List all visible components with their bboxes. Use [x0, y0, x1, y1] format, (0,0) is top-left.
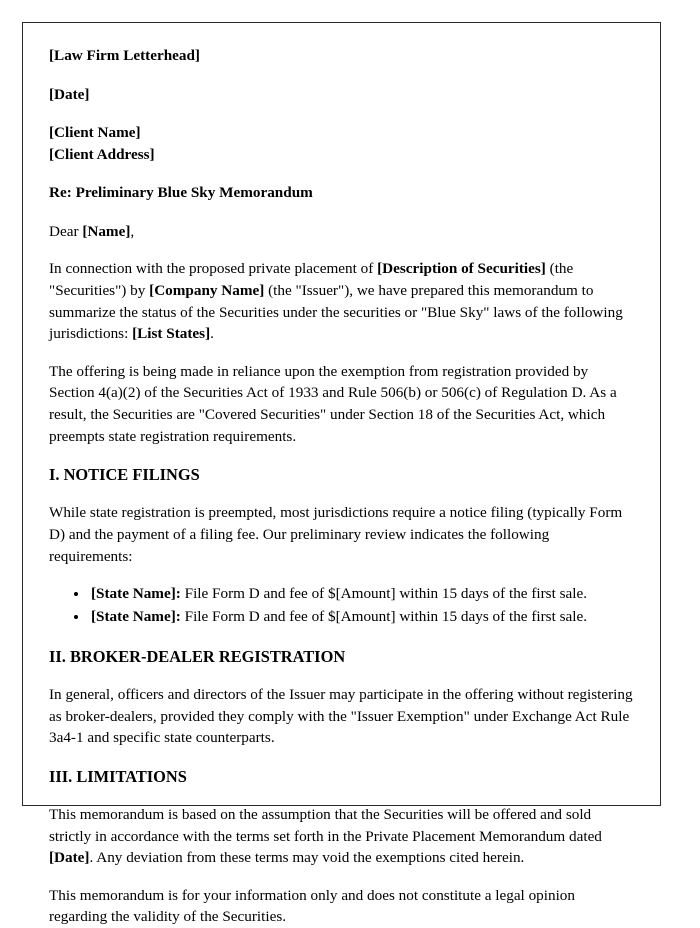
limitations-paragraph — [49, 804, 634, 869]
intro-paragraph — [49, 258, 634, 344]
securities-description-placeholder: [Description of Securities] — [377, 260, 546, 278]
bullet-text: File Form D and fee of $[Amount] within 15 days of the first sale. — [180, 607, 588, 625]
bullet-state-placeholder: [State Name]: — [91, 585, 181, 603]
bullet-text: File Form D and fee of $[Amount] within 15 days of the first sale. — [180, 585, 588, 603]
letterhead-placeholder: [Law Firm Letterhead] — [49, 47, 200, 64]
limitations-part-2: . Any deviation from these terms may void the exemptions cited herein. — [89, 849, 525, 867]
date-placeholder: [Date] — [49, 85, 90, 103]
client-name-placeholder: [Client Name] — [49, 124, 141, 142]
list-states-placeholder: [List States] — [132, 325, 211, 343]
bullet-state-placeholder: [State Name]: — [91, 607, 181, 625]
salutation-suffix: , — [130, 222, 135, 240]
document-page — [22, 22, 661, 926]
limitations-part-1: This memorandum is based on the assumption that the Securities will be offered and sold strictly in accordance with the terms set forth in the Private Placement Memorandum dated — [49, 806, 602, 845]
intro-part-1: In connection with the proposed private placement of — [49, 260, 378, 278]
list-item — [89, 606, 634, 629]
notice-filings-body: While state registration is preempted, most jurisdictions require a notice filing (typically Form D) and the payment of a filing fee. Our preliminary review indicates the following requirements: — [49, 504, 623, 565]
notice-filings-list — [49, 583, 634, 629]
section-heading-broker-dealer: II. BROKER-DEALER REGISTRATION — [49, 646, 346, 666]
subject-line: Re: Preliminary Blue Sky Memorandum — [49, 184, 313, 202]
salutation — [49, 221, 634, 243]
intro-part-2: (the "Securities") by — [49, 260, 574, 300]
salutation-prefix: Dear — [49, 222, 83, 240]
company-name-placeholder: [Company Name] — [149, 282, 265, 300]
client-address-placeholder: [Client Address] — [49, 145, 155, 163]
closing-paragraph: This memorandum is for your information only and does not constitute a legal opinion regarding the validity of the Securities. — [49, 886, 575, 926]
broker-dealer-body: In general, officers and directors of the Issuer may participate in the offering without registering as broker-dealers, provided they comply with the "Issuer Exemption" under Exchange Act Rule 3a4-1 and specific state counterparts. — [49, 686, 633, 747]
section-heading-limitations: III. LIMITATIONS — [49, 766, 187, 786]
document-body — [23, 23, 660, 928]
intro-part-3: (the "Issuer"), we have prepared this memorandum to summarize the status of the Securities under the securities or "Blue Sky" laws of the following jurisdictions: — [49, 282, 623, 343]
ppm-date-placeholder: [Date] — [49, 849, 90, 867]
client-address-block — [49, 122, 634, 165]
salutation-name-placeholder: [Name] — [82, 222, 131, 240]
exemption-paragraph: The offering is being made in reliance upon the exemption from registration provided by Section 4(a)(2) of the Securities Act of 1933 and Rule 506(b) or 506(c) of Regulation D. As a result, the Securities are "Covered Securities" under Section 18 of the Securities Act, which preempts state registration requirements. — [49, 362, 617, 445]
section-heading-notice-filings: I. NOTICE FILINGS — [49, 465, 200, 485]
list-item — [89, 583, 634, 606]
intro-part-4: . — [210, 325, 214, 343]
